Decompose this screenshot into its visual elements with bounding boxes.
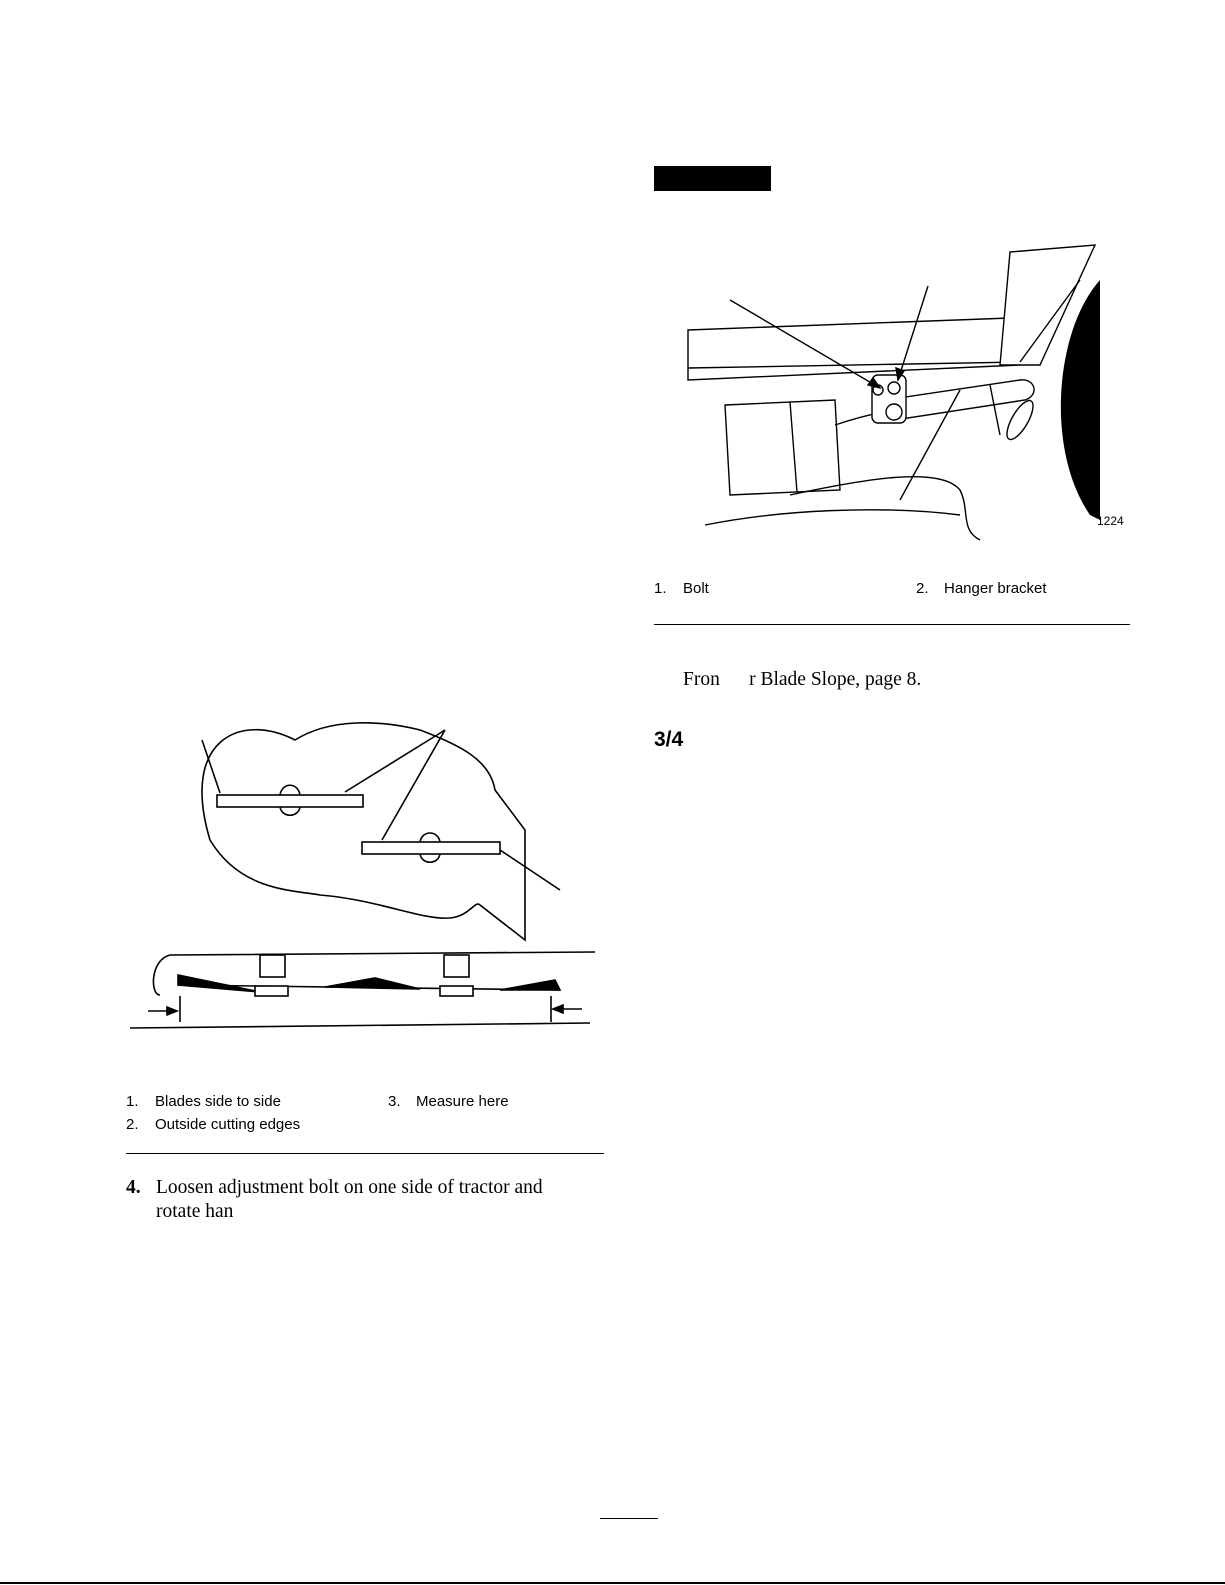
hanger-arm bbox=[885, 380, 1034, 420]
tire bbox=[1061, 280, 1100, 520]
spindle-2 bbox=[444, 955, 469, 977]
caption-text: Blades side to side bbox=[155, 1093, 281, 1110]
caption-text: Measure here bbox=[416, 1093, 509, 1110]
figure-id-label: 1224 bbox=[1097, 514, 1124, 528]
caption-text: Hanger bracket bbox=[944, 580, 1047, 597]
page-bottom-rule bbox=[0, 1582, 1225, 1584]
caption-number: 3. bbox=[388, 1093, 401, 1110]
blade-2 bbox=[362, 842, 500, 854]
caption-rule bbox=[126, 1153, 604, 1154]
caption-rule bbox=[654, 624, 1130, 625]
hanger-bracket-figure bbox=[660, 240, 1140, 550]
step-text-line-1: Loosen adjustment bolt on one side of tractor and bbox=[156, 1177, 543, 1198]
callout-line-3 bbox=[500, 850, 560, 890]
housing-box bbox=[725, 400, 840, 495]
figure-caption-right bbox=[654, 580, 1124, 600]
deck-skirt bbox=[705, 510, 960, 525]
blade-measurement-figure bbox=[120, 700, 610, 1060]
page-number-rule bbox=[600, 1518, 658, 1519]
step-number: 4. bbox=[126, 1177, 141, 1198]
spindle-1 bbox=[260, 955, 285, 977]
section-heading: 3/4 bbox=[654, 728, 684, 751]
figure-caption-left bbox=[126, 1093, 606, 1141]
deck-plate bbox=[688, 318, 1020, 380]
caption-number: 1. bbox=[654, 580, 667, 597]
deck-outline bbox=[202, 723, 525, 940]
callout-line-2 bbox=[345, 730, 445, 792]
blade-1 bbox=[217, 795, 363, 807]
caption-text: Outside cutting edges bbox=[155, 1116, 301, 1133]
step-4 bbox=[126, 1176, 606, 1222]
caption-number: 2. bbox=[126, 1116, 139, 1133]
caption-number: 1. bbox=[126, 1093, 139, 1110]
callout-line-2b bbox=[382, 730, 445, 840]
caption-number: 2. bbox=[916, 580, 929, 597]
cross-reference-text: Fron r Blade Slope, page 8. bbox=[683, 669, 922, 690]
caption-text: Bolt bbox=[683, 580, 709, 597]
step-text-line-2: rotate han bbox=[156, 1201, 234, 1222]
section-header-tab bbox=[654, 166, 771, 191]
ground-line bbox=[130, 1023, 590, 1028]
